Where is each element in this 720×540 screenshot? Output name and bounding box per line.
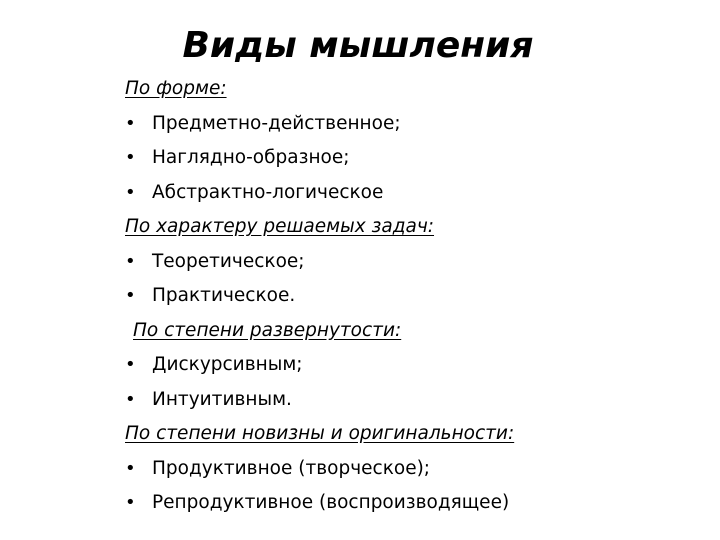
list-item-text: Продуктивное (творческое);	[152, 457, 431, 479]
list-item	[125, 245, 705, 280]
bullet-icon: •	[125, 250, 136, 272]
bullet-icon: •	[125, 492, 136, 513]
list-item	[125, 486, 705, 521]
list-item-text: Абстрактно-логическое	[152, 181, 384, 203]
list-item	[125, 348, 705, 383]
list-item	[125, 279, 705, 314]
section-heading-tasks: По характеру решаемых задач:	[125, 216, 435, 237]
list-item-text: Дискурсивным;	[152, 354, 303, 375]
list-item-text: Предметно-действенное;	[152, 112, 401, 134]
list-item	[125, 383, 705, 418]
bullet-icon: •	[125, 181, 136, 203]
list-item-text: Теоретическое;	[152, 250, 305, 272]
list-item	[125, 141, 705, 176]
bullet-icon: •	[125, 354, 136, 375]
content-list	[125, 72, 705, 521]
bullet-icon: •	[125, 388, 136, 410]
bullet-icon: •	[125, 285, 136, 306]
list-item-text: Практическое.	[152, 285, 296, 306]
list-item-text: Интуитивным.	[152, 388, 292, 410]
slide-title-text: Виды мышления	[182, 25, 534, 66]
slide-title	[0, 20, 720, 72]
section-heading-novelty: По степени новизны и оригинальности:	[125, 423, 515, 444]
list-item-text: Репродуктивное (воспроизводящее)	[152, 492, 510, 513]
section-heading-form: По форме:	[125, 78, 227, 99]
bullet-icon: •	[125, 112, 136, 134]
bullet-icon: •	[125, 457, 136, 479]
bullet-icon: •	[125, 147, 136, 168]
list-item	[125, 452, 705, 487]
list-item	[125, 176, 705, 211]
list-item	[125, 107, 705, 142]
section-heading-unfolding: По степени развернутости:	[133, 319, 402, 341]
list-item-text: Наглядно-образное;	[152, 147, 350, 168]
